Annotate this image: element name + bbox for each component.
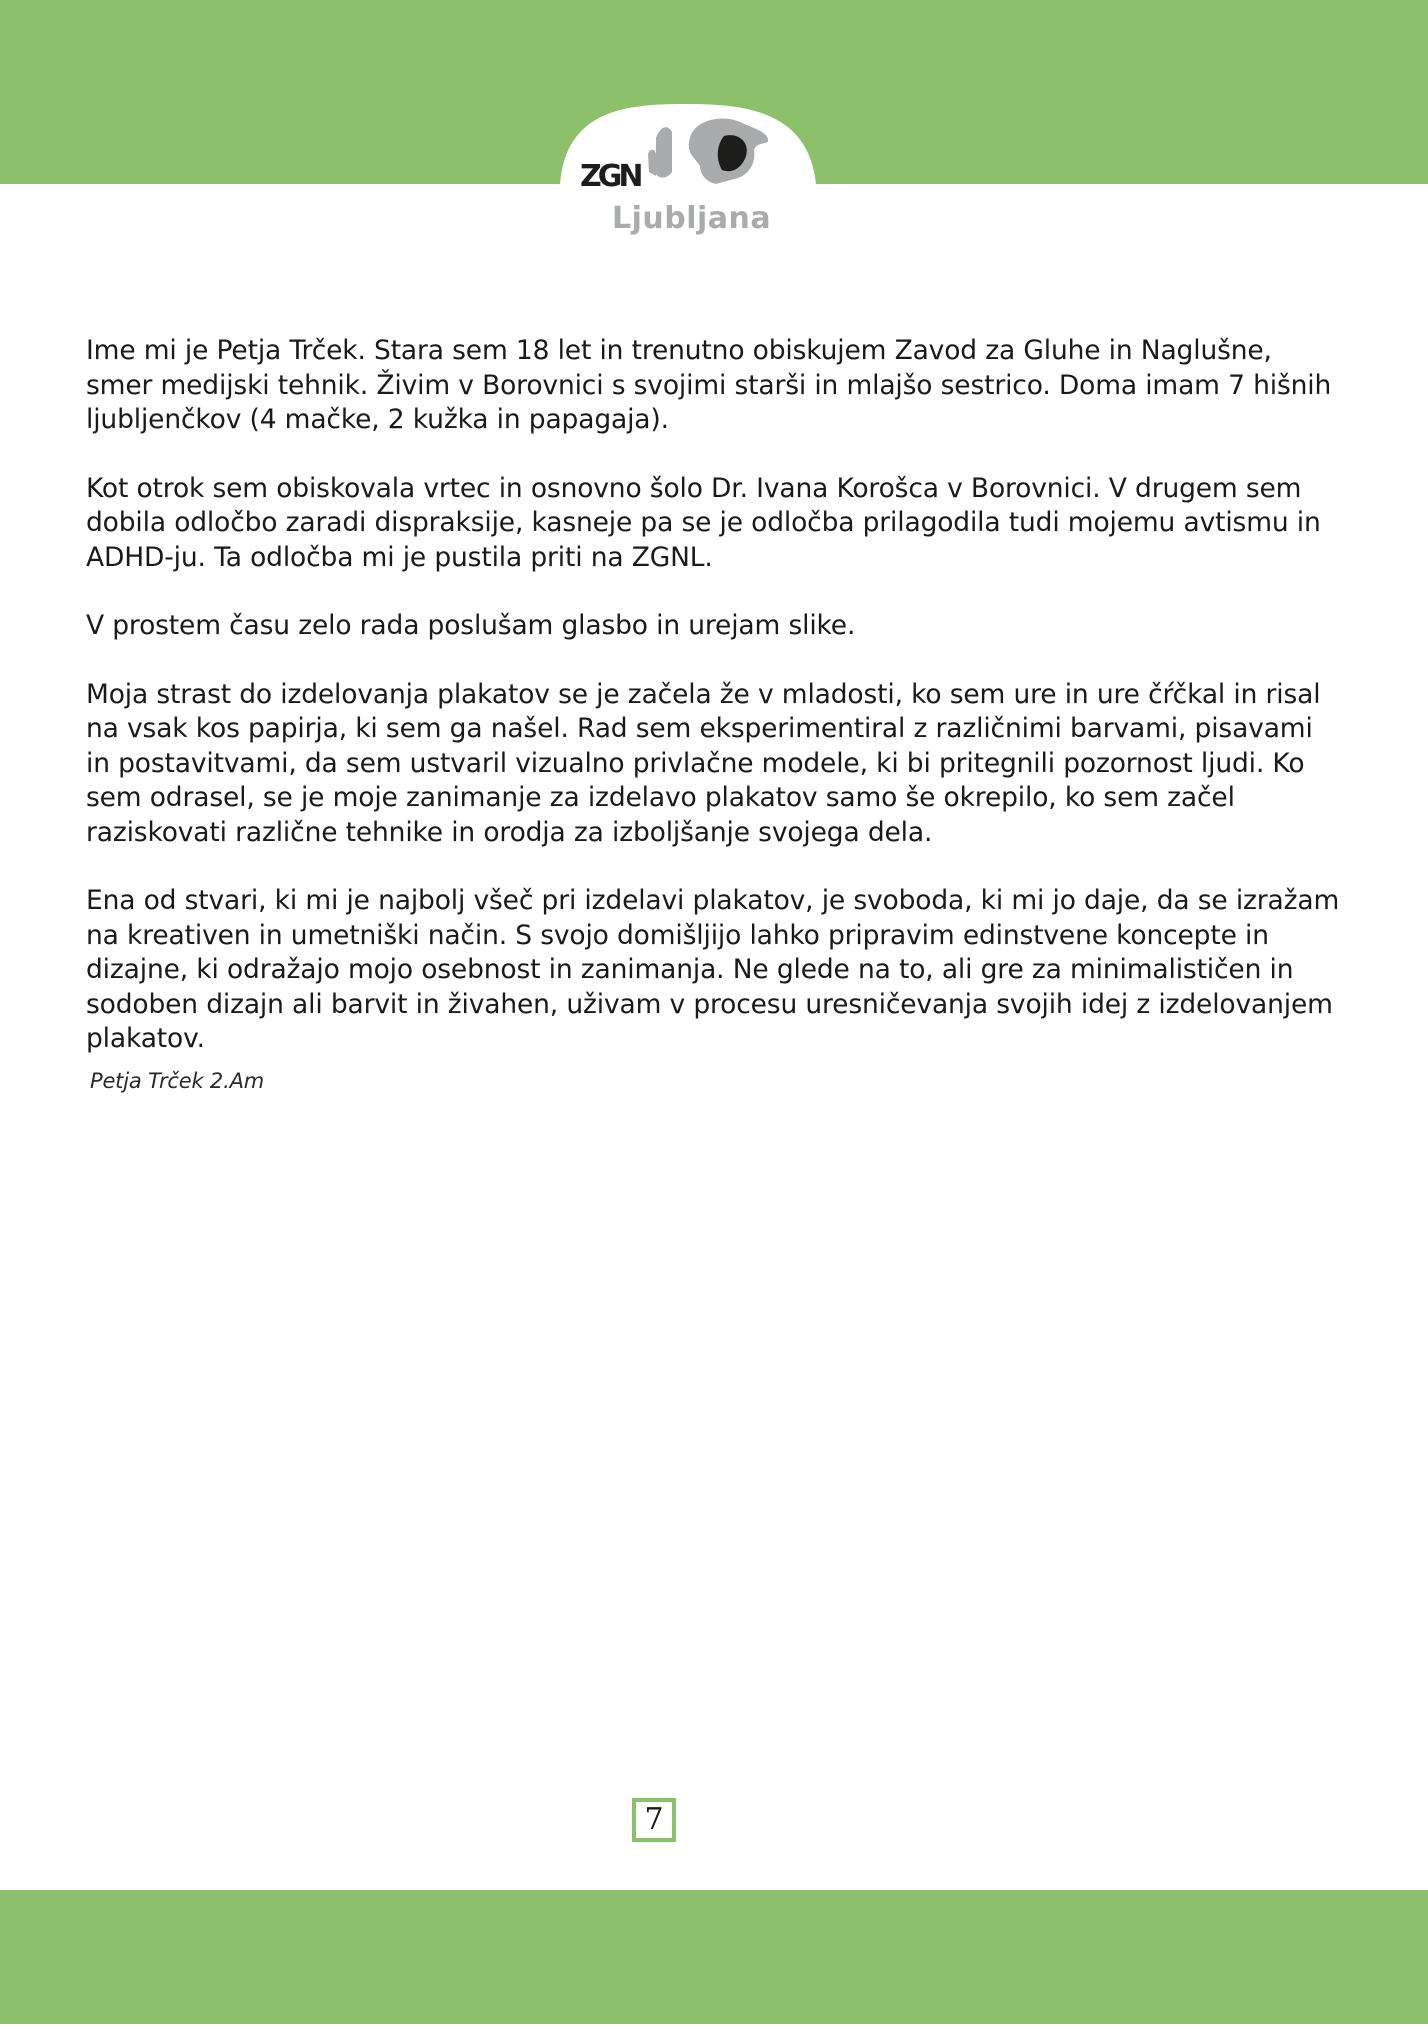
logo-text-zgn: ZGN [580,159,640,194]
logo-text-ljubljana: Ljubljana [612,201,772,236]
paragraph-hobbies: V prostem času zelo rada poslušam glasbo in urejam slike. [86,610,856,641]
paragraph-passion: Moja strast do izdelovanja plakatov se je začela že v mladosti, ko sem ure in ure čŕčkal in risal na vsak kos papirja, ki sem ga našel. Rad sem eksperimentiral z različnimi barvami, pisavami in postavitvami, da sem ustvaril vizualno privlačne modele, ki bi pritegnili pozornost ljudi. Ko sem odrasel, se je moje zanimanje za izdelavo plakatov samo še okrepilo, ko sem začel raziskovati različne tehnike in orodja za izboljšanje svojega dela. [86,678,1321,848]
page-number: 7 [632,1798,676,1842]
paragraph-childhood: Kot otrok sem obiskovala vrtec in osnovno šolo Dr. Ivana Korošca v Borovnici. V drugem sem dobila odločbo zaradi dispraksije, kasneje pa se je odločba prilagodila tudi mojemu avtismu in ADHD-ju. Ta odločba mi je pustila priti na ZGNL. [86,472,1321,573]
author-signature: Petja Trček 2.Am [90,1068,264,1093]
footer-band [0,1890,1428,2024]
article-body [86,334,1344,1095]
zgn-ljubljana-logo [556,98,818,248]
hand-icon [656,127,672,177]
paragraph-freedom: Ena od stvari, ki mi je najbolj všeč pri izdelavi plakatov, je svoboda, ki mi jo daje, da se izražam na kreativen in umetniški način. S svojo domišljijo lahko pripravim edinstvene koncepte in dizajne, ki odražajo mojo osebnost in zanimanja. Ne glede na to, ali gre za minimalističen in sodoben dizajn ali barvit in živahen, uživam v procesu uresničevanja svojih idej z izdelovanjem plakatov. [86,885,1340,1054]
finger-icon [648,150,656,176]
paragraph-intro: Ime mi je Petja Trček. Stara sem 18 let in trenutno obiskujem Zavod za Gluhe in Naglušne, smer medijski tehnik. Živim v Borovnici s svojimi starši in mlajšo sestrico. Doma imam 7 hišnih ljubljenčkov (4 mačke, 2 kužka in papagaja). [86,335,1332,435]
